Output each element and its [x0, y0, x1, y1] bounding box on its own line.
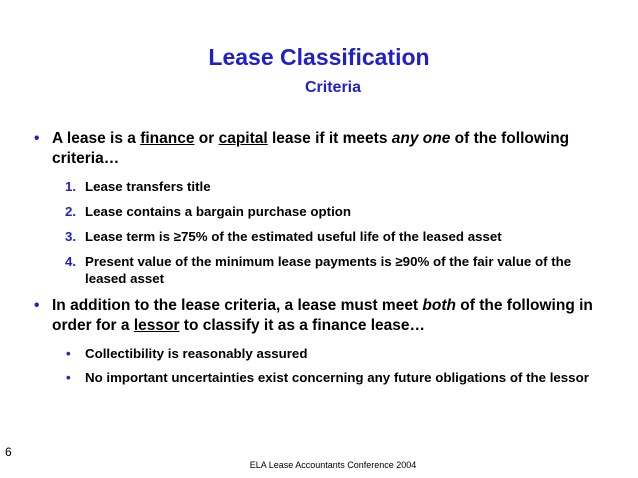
slide-title: Lease Classification — [208, 44, 430, 70]
capital-term: capital — [218, 130, 268, 147]
both-emphasis: both — [422, 297, 456, 314]
criterion-text: Lease term is ≥75% of the estimated useful life of the leased asset — [85, 229, 502, 244]
finance-term: finance — [140, 130, 195, 147]
any-one-emphasis: any one — [391, 130, 451, 147]
criterion-text: Lease contains a bargain purchase option — [85, 204, 352, 219]
footer-text: ELA Lease Accountants Conference 2004 — [249, 460, 417, 470]
criterion-number: 1. — [65, 179, 77, 194]
bullet-dot: • — [34, 130, 40, 147]
criterion-number: 2. — [65, 204, 77, 219]
lessor-term: lessor — [133, 317, 180, 334]
sub-bullet-text: Collectibility is reasonably assured — [85, 346, 308, 361]
page-number: 6 — [5, 445, 12, 459]
slide-subtitle: Criteria — [304, 79, 362, 96]
bullet-text: In addition to the lease criteria, a lease must meet both of the following in order for a lessor to classify it as a finance lease… — [52, 297, 593, 334]
sub-bullet-dot: • — [66, 370, 71, 385]
criterion-number: 3. — [65, 229, 77, 244]
bullet-dot: • — [34, 297, 40, 314]
sub-bullet-dot: • — [66, 346, 71, 361]
criterion-number: 4. — [65, 254, 77, 269]
criterion-text: Present value of the minimum lease payments is ≥90% of the fair value of the leased asset — [85, 254, 572, 286]
criterion-text: Lease transfers title — [85, 179, 211, 194]
bullet-text: A lease is a finance or capital lease if it meets any one of the following criteria… — [52, 130, 570, 167]
sub-bullet-text: No important uncertainties exist concerning any future obligations of the lessor — [85, 370, 589, 385]
